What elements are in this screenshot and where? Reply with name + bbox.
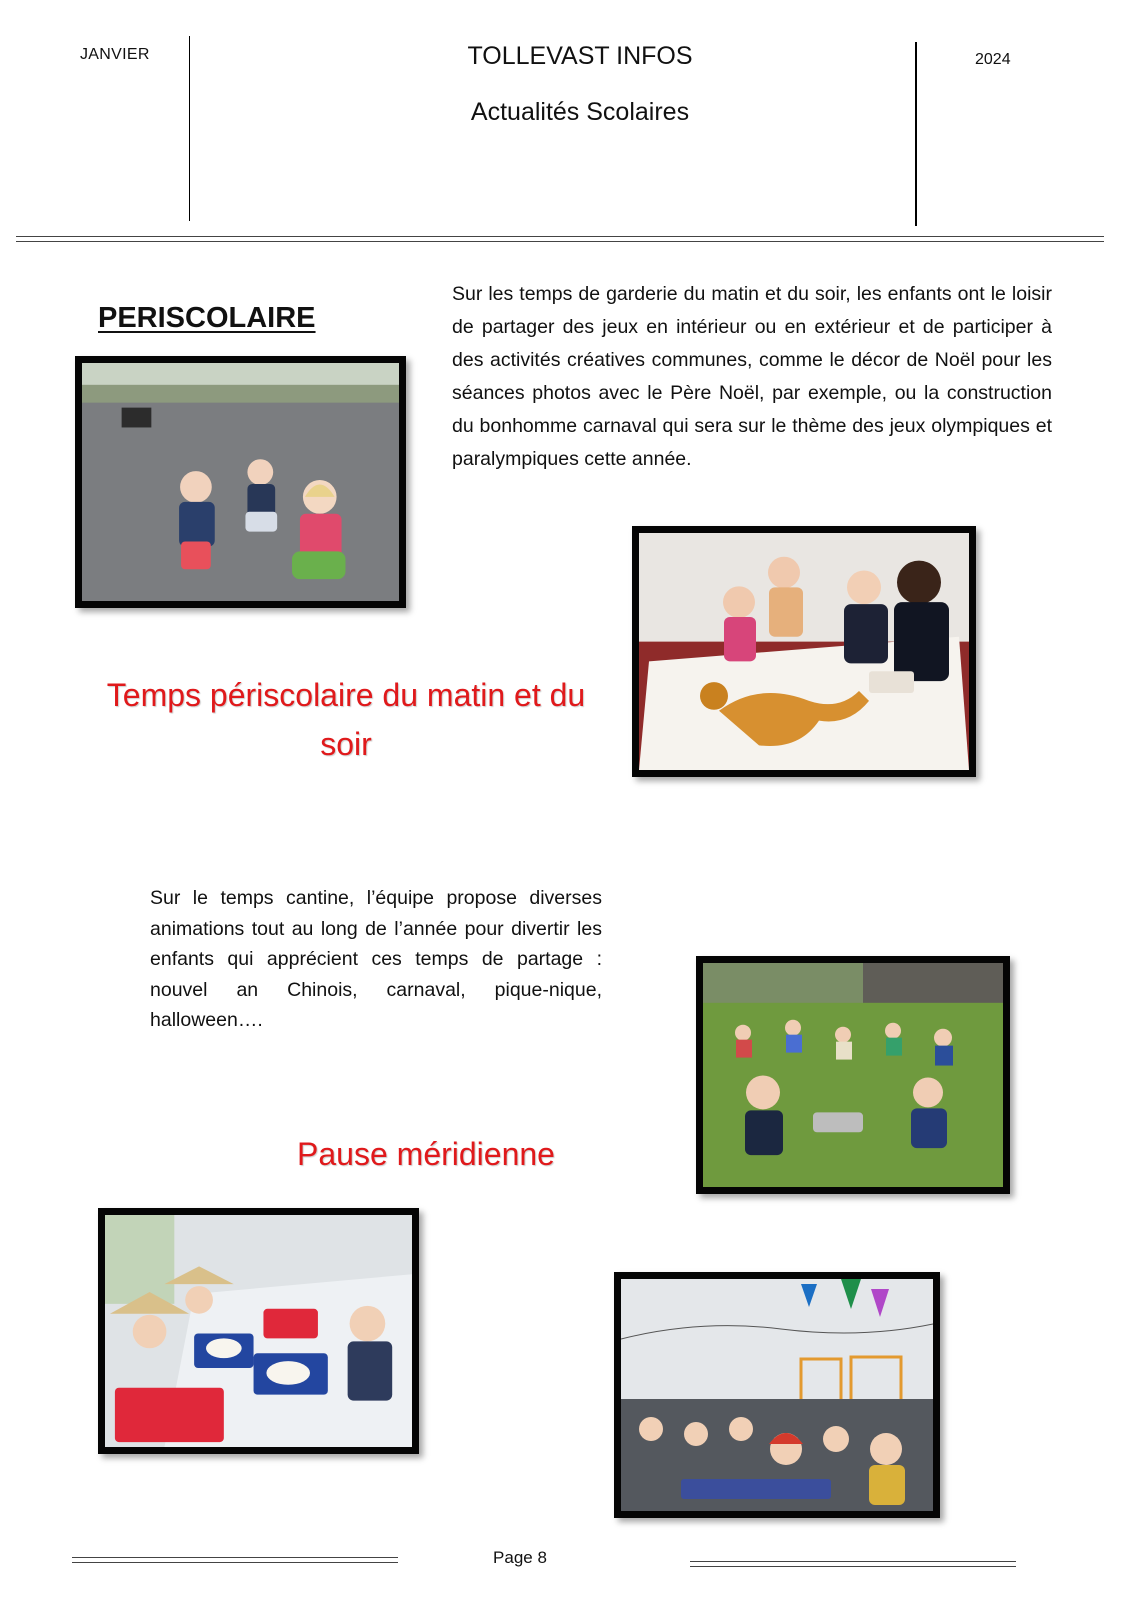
photo-chinese-new-year-lunch bbox=[98, 1208, 419, 1454]
header-title: TOLLEVAST INFOS bbox=[467, 42, 693, 70]
header-subtitle: Actualités Scolaires bbox=[470, 98, 690, 126]
caption-matin-soir: Temps périscolaire du matin et du soir bbox=[106, 677, 586, 762]
footer-rule-right bbox=[690, 1561, 1016, 1567]
photo-painting-reindeer bbox=[632, 526, 976, 777]
photo-kids-riding-toys bbox=[75, 356, 406, 608]
page-number: Page 8 bbox=[493, 1548, 547, 1567]
header-divider-right bbox=[915, 42, 917, 226]
paragraph-cantine: Sur le temps cantine, l’équipe propose diverses animations tout au long de l’année pour divertir les enfants qui apprécient ces temps de partage : nouvel an Chinois, carnaval, pique-nique, halloween…. bbox=[150, 887, 602, 1031]
header-month: JANVIER bbox=[80, 46, 150, 63]
paragraph-garderie: Sur les temps de garderie du matin et du soir, les enfants ont le loisir de partager des jeux en intérieur ou en extérieur et de participer à des activités créatives communes, comme le décor de Noël pour les séances photos avec le Père Noël, par exemple, ou la construction du bonhomme carnaval qui sera sur le thème des jeux olympiques et paralympiques cette année. bbox=[452, 283, 1052, 470]
photo-carnival-lunch bbox=[614, 1272, 940, 1518]
header-rule bbox=[16, 236, 1104, 242]
section-heading: PERISCOLAIRE bbox=[98, 302, 316, 334]
photo-picnic-grass bbox=[696, 956, 1010, 1194]
header-year: 2024 bbox=[975, 51, 1011, 68]
header-divider-left bbox=[189, 36, 190, 221]
caption-pause-meridienne: Pause méridienne bbox=[297, 1136, 555, 1172]
footer-rule-left bbox=[72, 1557, 398, 1563]
